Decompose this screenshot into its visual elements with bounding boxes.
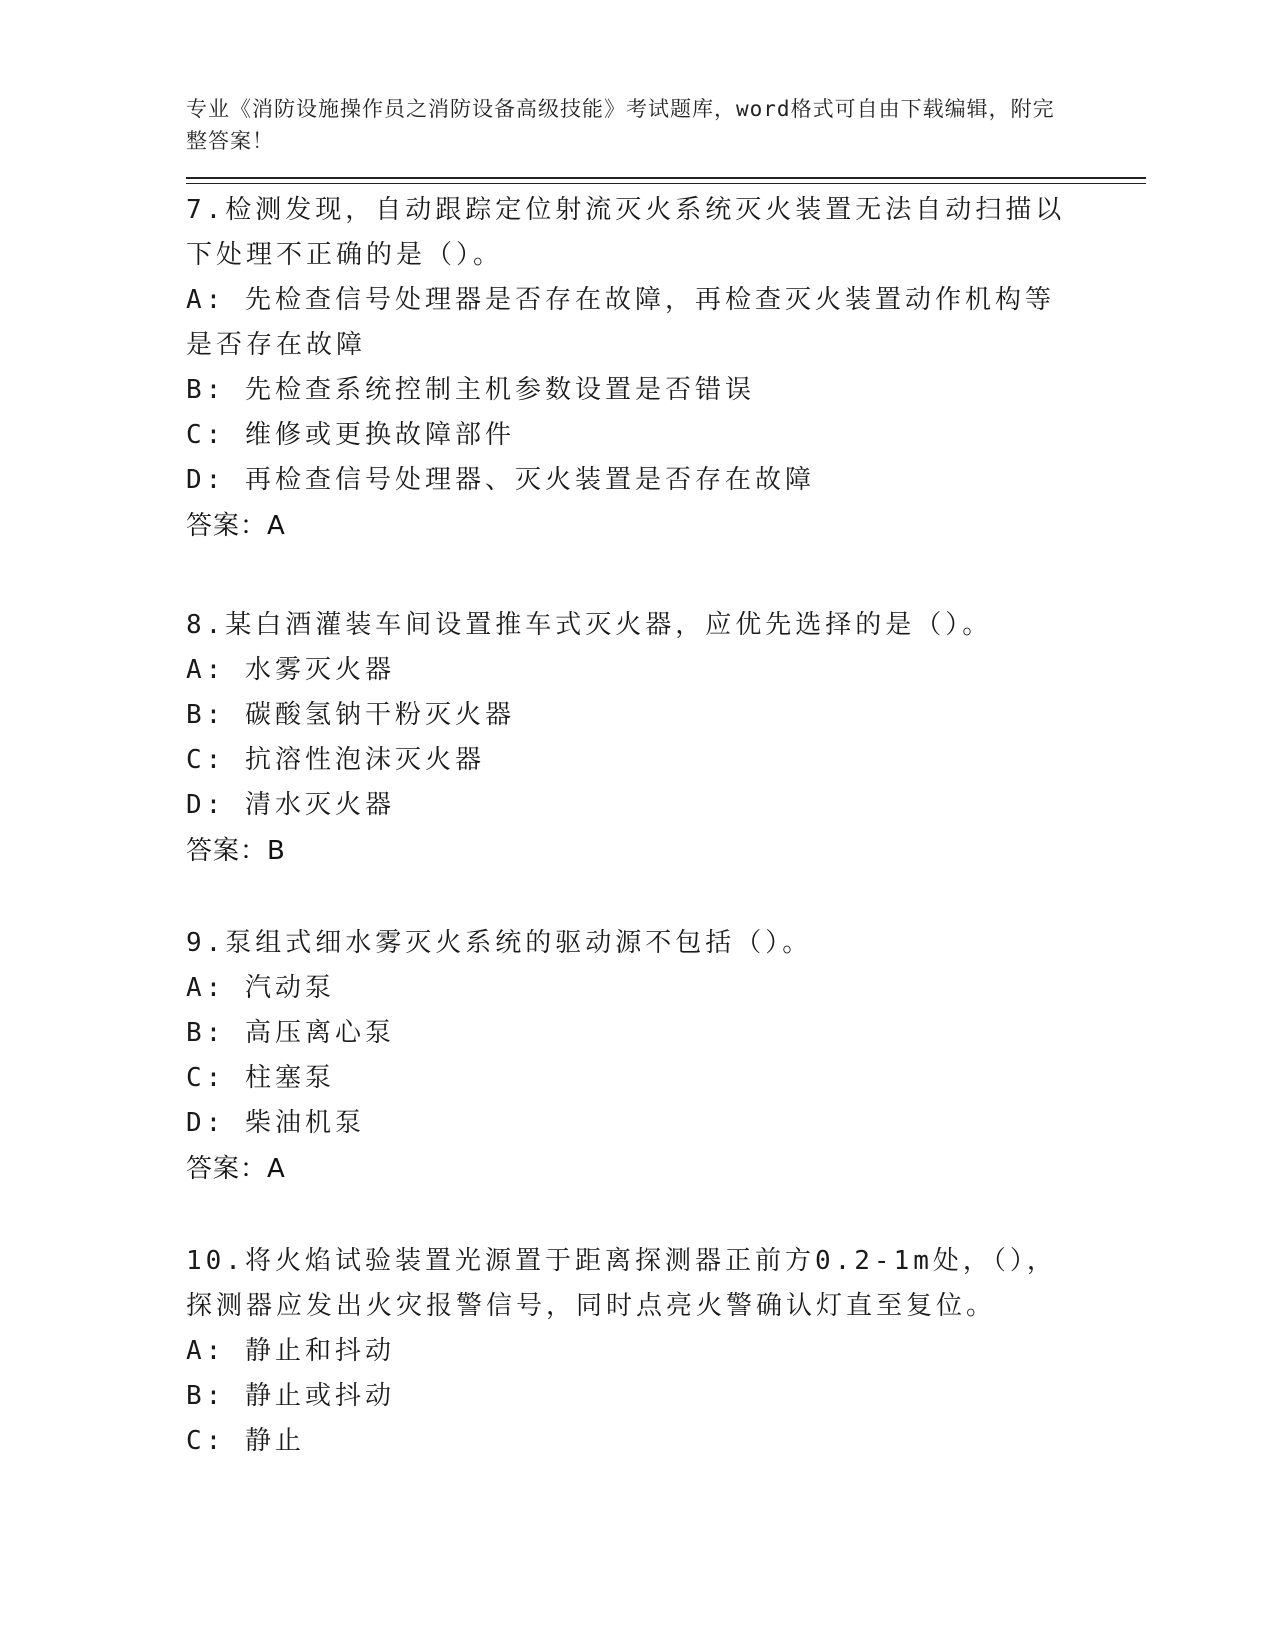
- document-header: 专业《消防设施操作员之消防设备高级技能》考试题库，word格式可自由下载编辑，附完整答案！: [186, 97, 1055, 153]
- option-c: C: 维修或更换故障部件: [186, 420, 515, 450]
- question-stem: 8.某白酒灌装车间设置推车式灭火器，应优先选择的是（）。: [186, 610, 993, 640]
- option-d: D: 柴油机泵: [186, 1108, 365, 1138]
- answer-line: 答案：A: [186, 511, 286, 541]
- question-stem: 10.将火焰试验装置光源置于距离探测器正前方0.2-1m处，（），探测器应发出火灾报警信号，同时点亮火警确认灯直至复位。: [186, 1246, 1057, 1321]
- question-stem: 7.检测发现，自动跟踪定位射流灭火系统灭火装置无法自动扫描以下处理不正确的是（）。: [186, 195, 1066, 270]
- option-c: C: 柱塞泵: [186, 1063, 335, 1093]
- option-a: A: 静止和抖动: [186, 1336, 395, 1366]
- option-a: A: 先检查信号处理器是否存在故障，再检查灭火装置动作机构等是否存在故障: [186, 285, 1055, 360]
- question-8: [186, 603, 1076, 874]
- header-divider-thick: [186, 177, 1146, 179]
- question-9: [186, 921, 1076, 1192]
- option-c: C: 抗溶性泡沫灭火器: [186, 745, 485, 775]
- question-7: [186, 188, 1076, 549]
- question-stem: 9.泵组式细水雾灭火系统的驱动源不包括（）。: [186, 928, 813, 958]
- answer-line: 答案：A: [186, 1154, 286, 1184]
- option-c: C: 静止: [186, 1426, 305, 1456]
- answer-line: 答案：B: [186, 836, 286, 866]
- header-divider-thin: [186, 183, 1146, 184]
- option-b: B: 碳酸氢钠干粉灭火器: [186, 700, 515, 730]
- option-a: A: 水雾灭火器: [186, 655, 395, 685]
- option-b: B: 先检查系统控制主机参数设置是否错误: [186, 375, 755, 405]
- question-10: [186, 1239, 1076, 1464]
- option-a: A: 汽动泵: [186, 973, 335, 1003]
- option-b: B: 高压离心泵: [186, 1018, 395, 1048]
- option-d: D: 清水灭火器: [186, 790, 395, 820]
- option-b: B: 静止或抖动: [186, 1381, 395, 1411]
- option-d: D: 再检查信号处理器、灭火装置是否存在故障: [186, 465, 815, 495]
